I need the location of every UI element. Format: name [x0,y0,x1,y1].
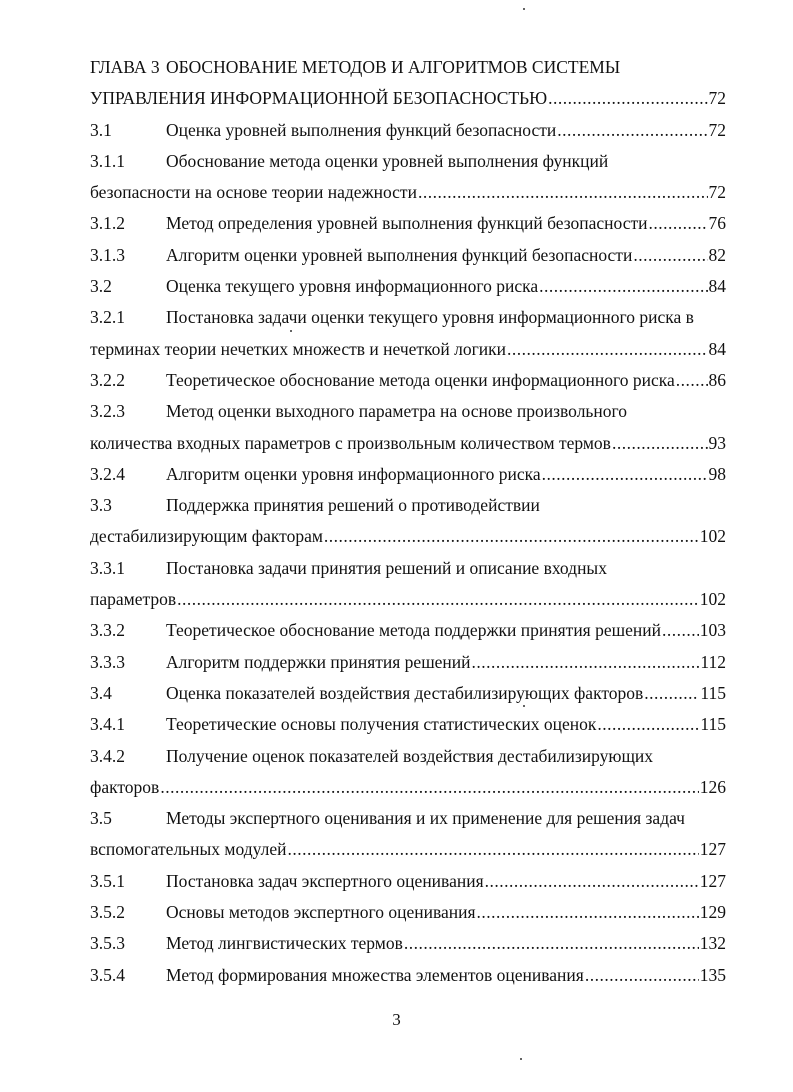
dot-leader [633,240,707,271]
toc-entry-number: 3.3.3 [90,651,125,672]
toc-line [90,772,726,803]
toc-entry-number: 3.5.1 [90,870,125,891]
toc-entry-title: вспомогательных модулей [90,839,287,860]
page-number: 3 [392,1010,401,1029]
dot-leader [177,584,699,615]
toc-line [90,208,726,239]
toc-entry-number: 3.3.1 [90,557,125,578]
toc-leader-line [166,709,726,740]
toc-line [90,334,726,365]
dot-leader [585,960,699,991]
dot-leader [472,647,700,678]
dot-leader [404,928,699,959]
toc-leader-line [166,615,726,646]
toc-entry-title: ОБОСНОВАНИЕ МЕТОДОВ И АЛГОРИТМОВ СИСТЕМЫ [166,57,621,77]
dot-leader [557,115,707,146]
toc-entry-number: 3.4.2 [90,745,125,766]
dot-leader [160,772,698,803]
toc-line [90,459,726,490]
toc-leader-line [166,271,726,302]
toc-entry-title: Теоретические основы получения статистических оценок [166,714,597,735]
scan-speck [290,330,292,332]
dot-leader [542,459,708,490]
dot-leader [597,709,699,740]
toc-entry-number: 3.2.3 [90,401,125,422]
toc-entry-title: Теоретическое обоснование метода оценки информационного риска [166,369,675,390]
toc-page-number: 82 [708,244,726,265]
toc-line [90,897,726,928]
toc-line [90,146,726,177]
toc-page-number: 135 [699,964,726,985]
toc-page-number: 129 [699,902,726,923]
toc-line [90,584,726,615]
toc-line [90,271,726,302]
toc-page-number: 84 [708,338,726,359]
toc-entry-number: 3.3 [90,495,112,516]
toc-line [90,960,726,991]
toc-entry-number: 3.5 [90,808,112,829]
scan-speck [523,8,525,10]
toc-entry-title: Алгоритм поддержки принятия решений [166,651,471,672]
toc-entry-number: 3.4 [90,682,112,703]
toc-entry-title: Оценка показателей воздействия дестабилизирующих факторов [166,682,644,703]
toc-leader-line [166,240,726,271]
dot-leader [485,866,699,897]
toc-page-number: 93 [708,432,726,453]
dot-leader [644,678,699,709]
toc-entry-number: 3.2.1 [90,307,125,328]
dot-leader [418,177,708,208]
toc-page-number: 72 [708,88,726,109]
toc-page-number: 72 [708,182,726,203]
toc-entry-number: ГЛАВА 3 [90,57,160,77]
toc-page-number: 72 [708,119,726,140]
toc-line [90,521,726,552]
dot-leader [548,83,707,114]
toc-entry-title: параметров [90,589,177,610]
toc-entry-title: Метод формирования множества элементов оценивания [166,964,584,985]
toc-entry-number: 3.5.2 [90,902,125,923]
toc-leader-line [166,459,726,490]
toc-leader-line [166,115,726,146]
toc-entry-title: Постановка задачи принятия решений и описание входных [166,557,607,578]
toc-line [90,396,726,427]
toc-entry-number: 3.2.4 [90,463,125,484]
toc-entry-title: Обоснование метода оценки уровней выполнения функций [166,150,609,171]
toc-leader-line [166,365,726,396]
toc-line [90,365,726,396]
toc-leader-line [166,866,726,897]
toc-page-number: 98 [708,463,726,484]
toc-entry-number: 3.4.1 [90,714,125,735]
toc-page-number: 132 [699,933,726,954]
toc-page-number: 76 [708,213,726,234]
toc-page-number: 115 [700,714,726,735]
dot-leader [676,365,708,396]
dot-leader [324,521,699,552]
dot-leader [477,897,699,928]
toc-entry-title: Постановка задач экспертного оценивания [166,870,484,891]
toc-entry-number: 3.2 [90,276,112,297]
toc-entry-title: Получение оценок показателей воздействия дестабилизирующих [166,745,654,766]
toc-entry-title: Алгоритм оценки уровней выполнения функций безопасности [166,244,633,265]
dot-leader [507,334,707,365]
toc-entry-title: Метод лингвистических термов [166,933,403,954]
toc-entry-title: безопасности на основе теории надежности [90,182,417,203]
toc-entry-title: Алгоритм оценки уровня информационного риска [166,463,541,484]
toc-leader-line [166,928,726,959]
toc-entry-title: дестабилизирующим факторам [90,526,323,547]
toc-entry-title: Теоретическое обоснование метода поддержки принятия решений [166,620,661,641]
toc-line [90,647,726,678]
toc-page-number: 127 [699,839,726,860]
toc-line [90,741,726,772]
toc-line [90,709,726,740]
toc-page-number: 126 [699,776,726,797]
toc-leader-line [90,83,726,114]
dot-leader [662,615,699,646]
toc-entry-title: факторов [90,776,160,797]
scan-speck [520,1058,522,1060]
toc-leader-line [90,584,726,615]
toc-page-number: 102 [699,526,726,547]
dot-leader [539,271,707,302]
toc-leader-line [166,647,726,678]
toc-entry-title: Метод оценки выходного параметра на основе произвольного [166,401,628,422]
toc-line [90,678,726,709]
toc-entry-number: 3.1.3 [90,244,125,265]
toc-entry-number: 3.2.2 [90,369,125,390]
toc-entry-number: 3.1.1 [90,150,125,171]
toc-line [90,866,726,897]
toc-line [90,615,726,646]
dot-leader [287,834,698,865]
toc-entry-title: Основы методов экспертного оценивания [166,902,476,923]
toc-page-number: 127 [699,870,726,891]
toc-line [90,803,726,834]
toc-page-number: 84 [708,276,726,297]
toc-entry-title: Оценка текущего уровня информационного риска [166,276,539,297]
toc-line [90,302,726,333]
toc-line [90,928,726,959]
toc-line [90,834,726,865]
toc-leader-line [90,772,726,803]
toc-line [90,52,726,83]
toc-entry-title: количества входных параметров с произвольным количеством термов [90,432,611,453]
toc-leader-line [90,177,726,208]
toc-line [90,83,726,114]
toc-leader-line [166,960,726,991]
toc-leader-line [90,834,726,865]
dot-leader [612,428,708,459]
toc-line [90,240,726,271]
toc-entry-number: 3.1.2 [90,213,125,234]
toc-page-number: 115 [700,682,726,703]
table-of-contents [90,52,726,991]
toc-entry-title: Оценка уровней выполнения функций безопасности [166,119,557,140]
toc-entry-number: 3.1 [90,119,112,140]
toc-entry-title: УПРАВЛЕНИЯ ИНФОРМАЦИОННОЙ БЕЗОПАСНОСТЬЮ [90,88,548,109]
dot-leader [649,208,708,239]
toc-leader-line [166,897,726,928]
toc-line [90,177,726,208]
toc-page-number: 112 [700,651,726,672]
toc-leader-line [166,678,726,709]
scan-speck [523,705,525,707]
toc-entry-title: терминах теории нечетких множеств и нечеткой логики [90,338,507,359]
toc-leader-line [166,208,726,239]
toc-entry-number: 3.5.4 [90,964,125,985]
toc-line [90,428,726,459]
toc-page-number: 102 [699,589,726,610]
toc-leader-line [90,428,726,459]
toc-entry-title: Поддержка принятия решений о противодействии [166,495,540,516]
toc-line [90,490,726,521]
toc-entry-number: 3.5.3 [90,933,125,954]
toc-page-number: 103 [699,620,726,641]
toc-entry-number: 3.3.2 [90,620,125,641]
toc-line [90,553,726,584]
toc-line [90,115,726,146]
toc-entry-title: Методы экспертного оценивания и их применение для решения задач [166,808,685,829]
toc-entry-title: Постановка задачи оценки текущего уровня информационного риска в [166,307,694,328]
toc-entry-title: Метод определения уровней выполнения функций безопасности [166,213,648,234]
toc-leader-line [90,334,726,365]
toc-page-number: 86 [708,369,726,390]
toc-leader-line [90,521,726,552]
